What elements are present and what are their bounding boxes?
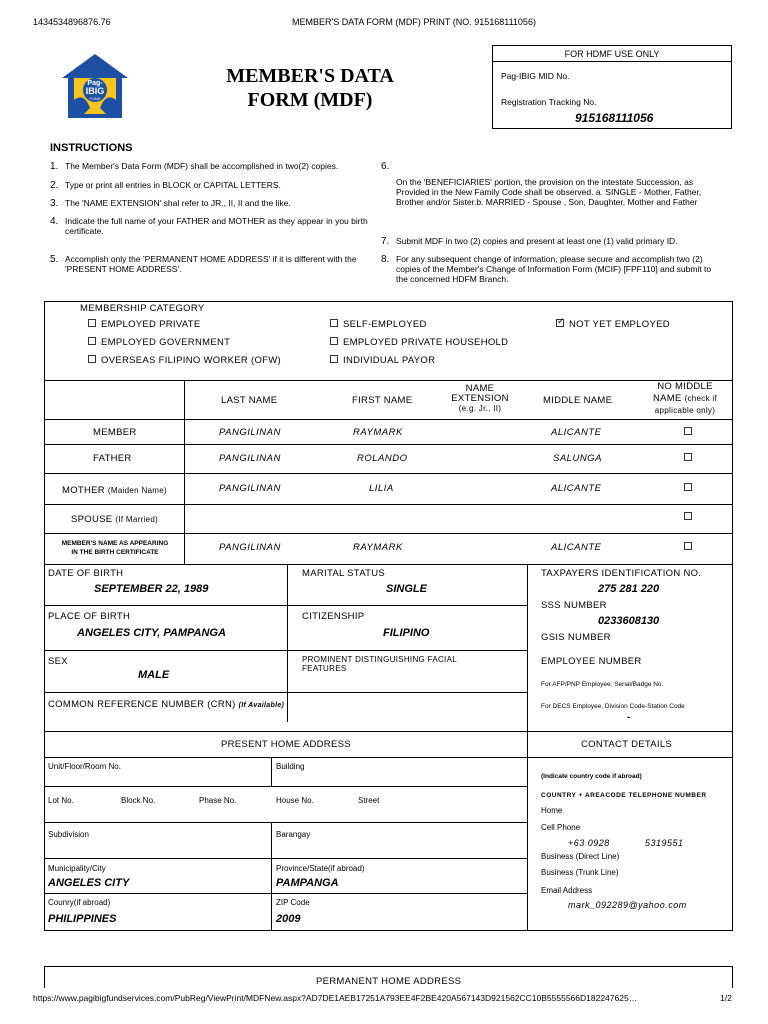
checkbox-icon	[88, 355, 96, 363]
dob-value: SEPTEMBER 22, 1989	[94, 583, 209, 595]
category-employed-government[interactable]: EMPLOYED GOVERNMENT	[88, 337, 230, 348]
category-ofw[interactable]: OVERSEAS FILIPINO WORKER (OFW)	[88, 355, 281, 366]
member-middle-name: ALICANTE	[551, 427, 602, 438]
category-self-employed[interactable]: SELF-EMPLOYED	[330, 319, 427, 330]
marital-value: SINGLE	[386, 583, 427, 595]
footer-url: https://www.pagibigfundservices.com/PubReg/ViewPrint/MDFNew.aspx?AD7DE1AEB17251A793EE4F2BE420A567143D921562CC10B5555566D182247625…	[33, 993, 638, 1003]
instr-text: On the 'BENEFICIARIES' portion, the provision on the intestate Succession, as Provided in the New Family Code shall be observed. a. SINGLE - Mother, Father, Brother and/or Sister.b. MARRIED - Spouse , Son, Daughter, Mother and Father	[396, 177, 702, 207]
cell-number: 5319551	[645, 838, 684, 848]
instr-num: 7.	[381, 236, 390, 247]
father-first-name: ROLANDO	[357, 453, 408, 464]
instr-text: The Member's Data Form (MDF) shall be accomplished in two(2) copies.	[65, 161, 339, 171]
logo-text-2: IBIG	[85, 86, 105, 96]
features-label: PROMINENT DISTINGUISHING FACIAL FEATURES	[302, 655, 457, 673]
house-label: House No.	[276, 796, 314, 805]
present-address-title: PRESENT HOME ADDRESS	[221, 739, 351, 750]
building-label: Building	[276, 762, 305, 771]
afp-pnp-note: For AFP/PNP Employee, Serial/Badge No.	[541, 681, 664, 688]
membership-title: MEMBERSHIP CATEGORY	[80, 303, 205, 314]
zip-label: ZIP Code	[276, 898, 310, 907]
hdmf-heading: FOR HDMF USE ONLY	[493, 46, 731, 62]
form-title: MEMBER'S DATA FORM (MDF)	[226, 65, 394, 111]
category-individual-payor[interactable]: INDIVIDUAL PAYOR	[330, 355, 435, 366]
instr-text: Indicate the full name of your FATHER and MOTHER as they appear in you birth certificate.	[65, 216, 368, 236]
home-phone-label: Home	[541, 806, 563, 815]
hdmf-use-box	[492, 45, 732, 129]
row-label: SPOUSE (If Married)	[71, 514, 159, 525]
instr-text: Accomplish only the 'PERMANENT HOME ADDRESS' if it is different with the 'PRESENT HOME ADDRESS'.	[65, 254, 357, 274]
row-label: FATHER	[93, 453, 132, 464]
subdivision-label: Subdivision	[48, 830, 89, 839]
instr-num: 8.	[381, 254, 390, 265]
phase-label: Phase No.	[199, 796, 237, 805]
instr-text: For any subsequent change of information, please secure and accomplish two (2) copies of the Member's Change of Information Form (MCIF) [FPF110] and submit to the concerned HDFM Branch.	[396, 254, 712, 284]
email-label: Email Address	[541, 886, 593, 895]
decs-note: For DECS Employee, Division Code-Station Code	[541, 703, 685, 710]
checkbox-icon[interactable]	[684, 483, 692, 491]
contact-header: COUNTRY + AREACODE TELEPHONE NUMBER	[541, 792, 707, 799]
province-value: PAMPANGA	[276, 877, 339, 889]
print-header: MEMBER'S DATA FORM (MDF) PRINT (NO. 915168111056)	[292, 17, 536, 27]
mid-label: Pag-IBIG MID No.	[501, 71, 570, 81]
mother-middle-name: ALICANTE	[551, 483, 602, 494]
checkbox-icon	[88, 337, 96, 345]
father-last-name: PANGILINAN	[219, 453, 281, 464]
sss-label: SSS NUMBER	[541, 600, 607, 611]
instr-num: 2.	[50, 180, 59, 191]
province-label: Province/State(if abroad)	[276, 864, 365, 873]
municipality-label: Municipality/City	[48, 864, 106, 873]
contact-note: (Indicate country code if abroad)	[541, 773, 642, 780]
checked-checkbox-icon	[556, 319, 564, 327]
instr-num: 4.	[50, 216, 59, 227]
sex-label: SEX	[48, 656, 68, 667]
unit-label: Unit/Floor/Room No.	[48, 762, 121, 771]
checkbox-icon	[330, 355, 338, 363]
country-label: Counry(if abroad)	[48, 898, 111, 907]
document-id: 1434534896876.76	[33, 17, 111, 27]
checkbox-icon	[330, 337, 338, 345]
mother-first-name: LILIA	[369, 483, 394, 494]
pob-value: ANGELES CITY, PAMPANGA	[77, 627, 226, 639]
category-private-household[interactable]: EMPLOYED PRIVATE HOUSEHOLD	[330, 337, 508, 348]
instr-num: 5.	[50, 254, 59, 265]
checkbox-icon[interactable]	[684, 542, 692, 550]
dob-label: DATE OF BIRTH	[48, 568, 124, 579]
employee-number-label: EMPLOYEE NUMBER	[541, 656, 642, 667]
birthcert-first-name: RAYMARK	[353, 542, 403, 553]
lot-label: Lot No.	[48, 796, 74, 805]
page-number: 1/2	[720, 993, 732, 1003]
instr-text: Submit MDF in two (2) copies and present at least one (1) valid primary ID.	[396, 236, 678, 246]
col-name-extension: NAME EXTENSION (e.g. Jr., II)	[451, 383, 509, 413]
marital-label: MARITAL STATUS	[302, 568, 386, 579]
member-first-name: RAYMARK	[353, 427, 403, 438]
instr-num: 1.	[50, 161, 59, 172]
block-label: Block No.	[121, 796, 156, 805]
logo-text-3: FUND	[89, 96, 101, 101]
zip-value: 2009	[276, 913, 301, 925]
instr-num: 6.	[381, 161, 390, 172]
checkbox-icon[interactable]	[684, 453, 692, 461]
category-employed-private[interactable]: EMPLOYED PRIVATE	[88, 319, 200, 330]
contact-details-title: CONTACT DETAILS	[581, 739, 673, 750]
checkbox-icon	[330, 319, 338, 327]
crn-label: COMMON REFERENCE NUMBER (CRN) (If Available)	[48, 699, 285, 710]
instr-num: 3.	[50, 198, 59, 209]
birthcert-last-name: PANGILINAN	[219, 542, 281, 553]
business-direct-label: Business (Direct Line)	[541, 852, 620, 861]
citizenship-value: FILIPINO	[383, 627, 430, 639]
logo-text-1: Pag-	[87, 80, 103, 87]
street-label: Street	[358, 796, 380, 805]
municipality-value: ANGELES CITY	[48, 877, 130, 889]
sex-value: MALE	[138, 669, 170, 681]
mother-last-name: PANGILINAN	[219, 483, 281, 494]
email-value: mark_092289@yahoo.com	[568, 900, 687, 910]
cell-code: +63 0928	[568, 838, 610, 848]
member-last-name: PANGILINAN	[219, 427, 281, 438]
country-value: PHILIPPINES	[48, 913, 117, 925]
tin-value: 275 281 220	[598, 583, 660, 595]
tin-label: TAXPAYERS IDENTIFICATION NO.	[541, 568, 702, 579]
col-no-middle-name: NO MIDDLE NAME (check if applicable only)	[652, 381, 718, 415]
rtn-label: Registration Tracking No.	[501, 97, 597, 107]
gsis-label: GSIS NUMBER	[541, 632, 611, 643]
pob-label: PLACE OF BIRTH	[48, 611, 131, 622]
category-not-yet-employed[interactable]: ✓NOT YET EMPLOYED	[556, 319, 670, 330]
barangay-label: Barangay	[276, 830, 311, 839]
instr-text: The 'NAME EXTENSION' shal refer to JR., II, II and the like.	[65, 198, 291, 208]
row-label: MEMBER'S NAME AS APPEARING IN THE BIRTH CERTIFICATE	[61, 540, 169, 556]
checkbox-icon[interactable]	[684, 427, 692, 435]
instr-text: Type or print all entries in BLOCK or CAPITAL LETTERS.	[65, 180, 281, 190]
checkbox-icon[interactable]	[684, 512, 692, 520]
col-middle-name: MIDDLE NAME	[543, 395, 613, 406]
row-label: MEMBER	[93, 427, 137, 438]
sss-value: 0233608130	[598, 615, 660, 627]
permanent-address-title: PERMANENT HOME ADDRESS	[316, 976, 462, 987]
business-trunk-label: Business (Trunk Line)	[541, 868, 619, 877]
birthcert-middle-name: ALICANTE	[551, 542, 602, 553]
row-label: MOTHER (Maiden Name)	[62, 485, 167, 496]
citizenship-label: CITIZENSHIP	[302, 611, 365, 622]
employee-dash: -	[627, 712, 631, 723]
rtn-value: 915168111056	[575, 111, 654, 125]
cell-phone-label: Cell Phone	[541, 823, 581, 832]
pagibig-logo	[60, 52, 130, 122]
father-middle-name: SALUNGA	[553, 453, 602, 464]
col-first-name: FIRST NAME	[352, 395, 413, 406]
col-last-name: LAST NAME	[221, 395, 278, 406]
instructions-title: INSTRUCTIONS	[50, 142, 133, 154]
checkbox-icon	[88, 319, 96, 327]
